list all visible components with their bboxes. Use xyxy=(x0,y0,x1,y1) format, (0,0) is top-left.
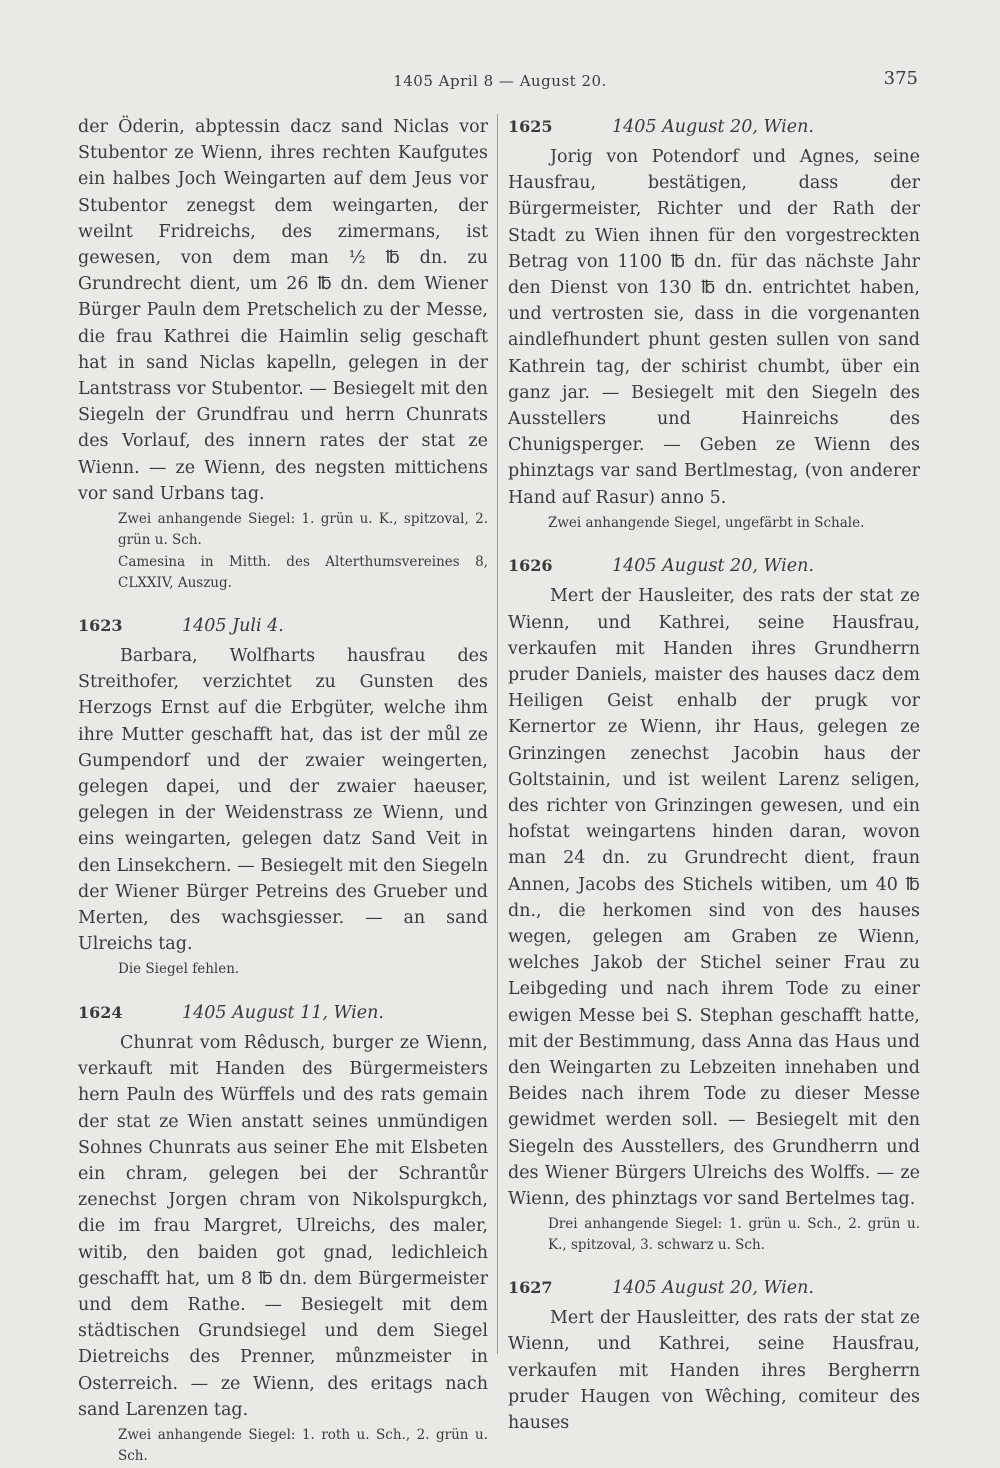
entry-text: Barbara, Wolfharts hausfrau des Streithofer, verzichtet zu Gunsten des Herzogs Ernst auf die Erbgüter, welche ihm ihre Mutter geschafft hat, das ist der můl ze Gumpendorf und der zwaier weingerten, gelegen dapei, und der zwaier haeuser, gelegen in der Weidenstrass ze Wienn, und eins weingarten, gelegen datz Sand Veit in den Linsekchern. — Besiegelt mit den Siegeln der Wiener Bürger Petreins des Grueber und Merten, des wachsgiesser. — an sand Ulreichs tag. xyxy=(78,646,488,955)
entry-text: Mert der Hausleiter, des rats der stat ze Wienn, und Kathrei, seine Hausfrau, verkaufen mit Handen ihres Grundherrn pruder Daniels, maister des hauses dacz dem Heiligen Geist enhalb der prugk vor Kernertor ze Wienn, ihr Haus, gelegen ze Grinzingen zenechst Jacobin haus der Goltstainin, und ist weilent Larenz seligen, des richter von Grinzingen gewesen, und ein hofstat weingartens hinden daran, wovon man 24 dn. zu Grundrecht dient, fraun Annen, Jacobs des Stichels witiben, um 40 ℔ dn., die herkomen sind von des hauses wegen, gelegen am Graben ze Wienn, welches Jakob der Stichel seiner Frau zu Leibgeding und nach ihrem Tode zu einer ewigen Messe bei S. Stephan geschafft hatte, mit der Bestimmung, dass Anna das Haus und den Weingarten zu Lebzeiten innehaben und Beides nach ihrem Tode zu dieser Messe gewidmet werden soll. — Besiegelt mit den Siegeln des Ausstellers, des Grundherrn und des Wiener Bürgers Ulreichs des Wolffs. — ze Wienn, des phinztags vor sand Bertelmes tag. xyxy=(508,586,920,1210)
seal-note: Zwei anhangende Siegel, ungefärbt in Schale. xyxy=(548,514,865,531)
seal-note: Zwei anhangende Siegel: 1. roth u. Sch., 2. grün u. Sch. xyxy=(118,1427,488,1464)
entry-date: 1405 August 20, Wien. xyxy=(612,117,814,137)
column-divider xyxy=(497,114,498,1354)
seal-note: Drei anhangende Siegel: 1. grün u. Sch., 2. grün u. K., spitzoval, 3. schwarz u. Sch. xyxy=(548,1216,920,1253)
page-header xyxy=(0,68,1000,92)
entry-number: 1624 xyxy=(78,1002,123,1022)
continued-entry-text: der Öderin, abptessin dacz sand Niclas vor Stubentor ze Wienn, ihres rechten Kaufgutes ein halbes Joch Weingarten auf dem Jeus vor Stubentor zenegst dem weingarten, der weilnt Fridreichs, des zimermans, ist gewesen, von dem man ½ ℔ dn. zu Grundrecht dient, um 26 ℔ dn. dem Wiener Bürger Pauln dem Pretschelich zu der Messe, die frau Kathrei die Haimlin selig geschaft hat in sand Niclas kapelln, gelegen in der Lantstrass vor Stubentor. — Besiegelt mit den Siegeln der Grundfrau und herrn Chunrats des Vorlauf, des innern rates der stat ze Wienn. — ze Wienn, des negsten mittichens vor sand Urbans tag. xyxy=(78,117,488,504)
right-column xyxy=(508,114,920,1436)
seal-note: Zwei anhangende Siegel: 1. grün u. K., spitzoval, 2. grün u. Sch. xyxy=(118,511,488,548)
entry-text: Chunrat vom Rêdusch, burger ze Wienn, verkauft mit Handen des Bürgermeisters hern Pauln des Würffels und des rats gemain der stat ze Wien anstatt seines unmündigen Sohnes Chunrats aus seiner Ehe mit Elsbeten ein chram, gelegen bei der Schrantůr zenechst Jorgen chram von Nikolspurgkch, die im frau Margret, Ulreichs, des maler, witib, den baiden got gnad, ledichleich geschafft hat, um 8 ℔ dn. dem Bürgermeister und dem Rathe. — Besiegelt mit dem städtischen Grundsiegel und dem Siegel Dietreichs des Prenner, můnzmeister in Osterreich. — ze Wienn, des eritags nach sand Larenzen tag. xyxy=(78,1032,488,1420)
entry-heading xyxy=(78,1000,488,1026)
entry-text: Mert der Hausleitter, des rats der stat ze Wienn, und Kathrei, seine Hausfrau, verkaufen mit Handen ihres Bergherrn pruder Haugen von Wêching, comiteur des hauses xyxy=(508,1308,920,1434)
entry-heading xyxy=(508,553,920,579)
reference-note: Camesina in Mitth. des Alterthumsvereines 8, CLXXIV, Auszug. xyxy=(118,554,488,591)
entry-number: 1626 xyxy=(508,556,553,576)
entry-text: Jorig von Potendorf und Agnes, seine Hausfrau, bestätigen, dass der Bürgermeister, Richter und der Rath der Stadt zu Wien ihnen für den vorgestreckten Betrag von 1100 ℔ dn. für das nächste Jahr den Dienst von 130 ℔ dn. entrichtet haben, und vertrosten sie, dass in die vorgenanten aindlefhundert phunt gesten sullen von sand Kathrein tag, der schirist chumbt, über ein ganz jar. — Besiegelt mit den Siegeln des Ausstellers und Hainreichs des Chunigsperger. — Geben ze Wienn des phinztags var sand Bertlmestag, (von anderer Hand auf Rasur) anno 5. xyxy=(508,147,920,508)
running-title: 1405 April 8 — August 20. xyxy=(393,72,607,90)
left-column xyxy=(78,114,488,1466)
entry-number: 1627 xyxy=(508,1278,553,1298)
page-number: 375 xyxy=(883,68,918,89)
entry-number: 1625 xyxy=(508,117,553,136)
entry-date: 1405 August 20, Wien. xyxy=(612,1278,814,1299)
entry-heading xyxy=(78,613,488,639)
entry-date: 1405 August 11, Wien. xyxy=(182,1002,384,1023)
seal-note: Die Siegel fehlen. xyxy=(118,961,240,978)
entry-heading xyxy=(508,114,920,140)
entry-date: 1405 Juli 4. xyxy=(182,616,284,637)
entry-date: 1405 August 20, Wien. xyxy=(612,556,814,577)
entry-heading xyxy=(508,1275,920,1301)
entry-number: 1623 xyxy=(78,616,123,636)
